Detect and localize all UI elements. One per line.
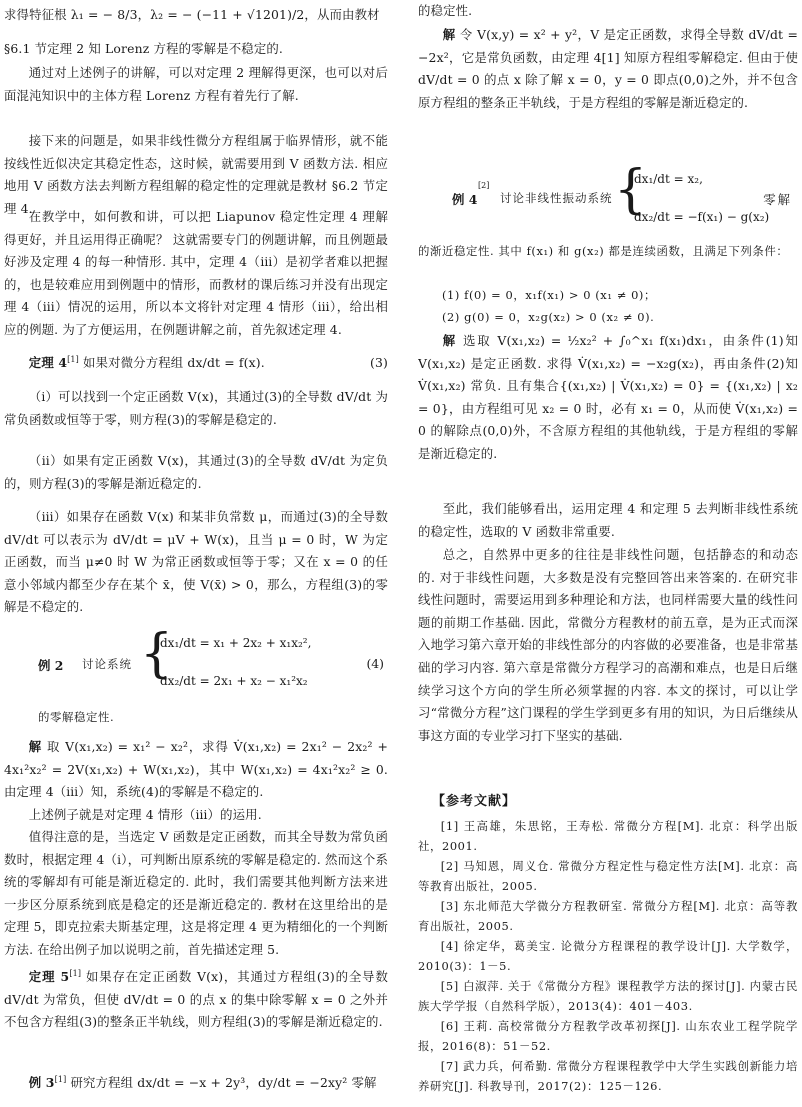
solution-text: 令 V(x,y) = x² + y²，V 是定正函数，求得全导数 dV/dt = −2x²，它是常负函数，由定理 4[1] 知原方程组零解稳定. 但由于使 dV/dt = 0 的点 x 除了解 x = 0，y = 0 即点(0,0)之外，并不包含原方程组的整条正半轨线，于是方程组的零解是渐近稳定的. <box>418 27 798 110</box>
equation-line: dx₂/dt = −f(x₁) − g(x₂) <box>634 210 770 224</box>
theorem-5 <box>4 966 388 1034</box>
brace-icon: { <box>140 624 174 684</box>
reference-item: [4] 徐定华，葛美宝. 论微分方程课程的教学设计[J]. 大学数学，2010(3)：1－5. <box>418 939 798 973</box>
example-4-system: 例 4 [2] 讨论非线性振动系统 { dx₁/dt = x₂, dx₂/dt = −f(x₁) − g(x₂) 零解 <box>452 160 792 224</box>
example-label: 例 3 <box>28 1075 55 1090</box>
condition-2: (2) g(0) = 0，x₂g(x₂) > 0 (x₂ ≠ 0). <box>442 310 655 324</box>
citation: [1] <box>54 1074 67 1084</box>
right-column <box>418 0 798 1107</box>
equation-line: dx₁/dt = x₂, <box>634 172 703 186</box>
solution-label: 解 <box>28 739 43 754</box>
paragraph: 接下来的问题是，如果非线性微分方程组属于临界情形，就不能按线性近似决定其稳定性态，这时候，就需要用到 V 函数方法. 相应地用 V 函数方法去判断方程组解的稳定性的定理就是教材 §6.2 节定理 4. <box>4 133 388 216</box>
paragraph: 在教学中，如何教和讲，可以把 Liapunov 稳定性定理 4 理解得更好，并且运用得正确呢？ 这就需要专门的例题讲解，而且例题最好涉及定理 4 的每一种情形. 其中，定理 4（ⅲ）是初学者难以把握的，也是较难应用到例题中的情形，而教材的课后练习并没有出现定理 4（ⅲ）情况的运用，所以本文将针对定理 4 情形（ⅲ），给出相应的例题. 为了方便运用，在例题讲解之前，首先叙述定理 4. <box>4 209 388 337</box>
theorem-4 <box>4 352 388 375</box>
references-heading: 【参考文献】 <box>432 794 517 809</box>
paragraph: 的零解稳定性. <box>38 710 115 724</box>
solution-4 <box>418 330 798 466</box>
paragraph: 的渐近稳定性. 其中 f(x₁) 和 g(x₂) 都是连续函数，且满足下列条件： <box>418 244 789 258</box>
theorem-text: 如果存在定正函数 V(x)，其通过方程组(3)的全导数 dV/dt 为常负，但使 dV/dt = 0 的点 x 的集中除零解 x = 0 之外并不包含方程组(3)的整条正半轨线，则方程组(3)的零解是渐近稳定的. <box>4 969 388 1030</box>
paragraph: 总之，自然界中更多的往往是非线性问题，包括静态的和动态的. 对于非线性问题，大多数是没有完整回答出来答案的. 在研究非线性问题时，需要运用到多种理论和方法，也同样需要大量的线性问题的前期工作基础. 因此，常微分方程教材的前五章，是为正式而深入地学习第六章开始的非线性部分的内容做的必要准备，也是非常基础的学习内容. 第六章是常微分方程学习的高潮和难点，也是日后继续学习这个方向的学生所必须掌握的内容. 本文的探讨，可以让学习“常微分方程”这门课程的学生学到更多有用的知识，为日后继续从事这方面的专业学习打下坚实的基础. <box>418 547 798 743</box>
paragraph: 求得特征根 λ₁ = − 8/3，λ₂ = − (−11 + √1201)/2，从而由教材 <box>4 7 380 22</box>
reference-item: [3] 东北师范大学微分方程教研室. 常微分方程[M]. 北京：高等教育出版社，2005. <box>418 899 798 933</box>
paragraph: 的稳定性. <box>418 3 473 18</box>
condition-ii: （ⅱ）如果有定正函数 V(x)，其通过(3)的全导数 dV/dt 为定负的，则方程(3)的零解是渐近稳定的. <box>4 453 388 491</box>
references-list <box>418 816 798 1096</box>
condition-1: (1) f(0) = 0，x₁f(x₁) > 0 (x₁ ≠ 0)； <box>442 288 656 302</box>
example-text: 零解 <box>763 192 792 207</box>
example-text: 研究方程组 dx/dt = −x + 2y³，dy/dt = −2xy² 零解 <box>70 1075 377 1090</box>
reference-item: [5] 白淑萍. 关于《常微分方程》课程教学方法的探讨[J]. 内蒙古民族大学学报（自然科学版），2013(4)：401－403. <box>418 979 798 1013</box>
example-label: 例 4 <box>452 192 478 207</box>
paragraph: 值得注意的是，当选定 V 函数是定正函数，而其全导数为常负函数时，根据定理 4（ⅰ），可判断出原系统的零解是稳定的. 然而这个系统的零解却有可能是渐近稳定的. 此时，我们需要其他判断方法来进一步区分原系统到底是稳定的还是渐近稳定的. 教材在这里给出的是定理 5，即克拉索夫斯基定理，这是将定理 4 更为精细化的一个判断方法. 在给出例子加以说明之前，首先描述定理 5. <box>4 829 388 957</box>
equation-number: (4) <box>366 656 384 671</box>
solution-label: 解 <box>442 333 458 348</box>
example-3 <box>4 1072 388 1095</box>
solution-label: 解 <box>442 27 456 42</box>
solution-3 <box>418 24 798 114</box>
brace-icon: { <box>614 160 648 220</box>
reference-item: [7] 武力兵，何希勤. 常微分方程课程教学中大学生实践创新能力培养研究[J]. 科教导刊，2017(2)：125－126. <box>418 1059 798 1093</box>
condition-iii: （ⅲ）如果存在函数 V(x) 和某非负常数 μ，而通过(3)的全导数 dV/dt 可以表示为 dV/dt = μV + W(x)，且当 μ = 0 时，W 为定正函数，而当 μ≠0 时 W 为常正函数或恒等于零；又在 x = 0 的任意小邻域内都至少存在某个 x̄，使 V(x̄) > 0，那么，方程组(3)的零解是不稳定的. <box>4 509 388 615</box>
references-title <box>432 790 798 814</box>
example-label: 例 2 <box>38 658 64 673</box>
paragraph: 通过对上述例子的讲解，可以对定理 2 理解得更深，也可以对后面混沌知识中的主体方程 Lorenz 方程有着先行了解. <box>4 65 388 103</box>
reference-item: [1] 王高雄，朱思铭，王寿松. 常微分方程[M]. 北京：科学出版社，2001. <box>418 819 798 853</box>
paragraph: 至此，我们能够看出，运用定理 4 和定理 5 去判断非线性系统的稳定性，选取的 V 函数非常重要. <box>418 501 798 539</box>
solution-2 <box>4 736 388 804</box>
solution-text: 选取 V(x₁,x₂) = ½x₂² + ∫₀^x₁ f(x₁)dx₁，由条件(1)知 V(x₁,x₂) 是定正函数. 求得 V̇(x₁,x₂) = −x₂g(x₂)，再由条件(2)知 V̇(x₁,x₂) 常负. 且有集合{(x₁,x₂) | V̇(x₁,x₂) = 0} = {(x₁,x₂) | x₂ = 0}，由方程组可见 x₂ = 0 时，必有 x₁ = 0，从而使 V̇(x₁,x₂) = 0 的解除点(0,0)外，不含原方程组的其他轨线，于是方程组的零解是渐近稳定的. <box>418 333 798 461</box>
equation-line: dx₂/dt = 2x₁ + x₂ − x₁²x₂ <box>160 674 308 688</box>
equation-number: (3) <box>369 355 388 370</box>
example-text: 讨论非线性振动系统 <box>500 191 613 205</box>
theorem-text: 如果对微分方程组 dx/dt = f(x). <box>83 355 265 370</box>
paragraph: §6.1 节定理 2 知 Lorenz 方程的零解是不稳定的. <box>4 41 283 56</box>
theorem-label: 定理 4 <box>28 355 68 370</box>
example-text: 讨论系统 <box>82 657 132 671</box>
theorem-label: 定理 5 <box>28 969 70 984</box>
equation-line: dx₁/dt = x₁ + 2x₂ + x₁x₂², <box>160 636 312 650</box>
citation: [1] <box>69 968 82 978</box>
reference-item: [2] 马知恩，周义仓. 常微分方程定性与稳定性方法[M]. 北京：高等教育出版社，2005. <box>418 859 798 893</box>
reference-item: [6] 王莉. 高校常微分方程教学改革初探[J]. 山东农业工程学院学报，2016(8)：51－52. <box>418 1019 798 1053</box>
example-2-system <box>4 626 388 706</box>
left-column <box>4 0 388 1107</box>
solution-text: 取 V(x₁,x₂) = x₁² − x₂²，求得 V̇(x₁,x₂) = 2x₁² − 2x₂² + 4x₁²x₂² = 2V(x₁,x₂) + W(x₁,x₂)，其中 W(x₁,x₂) = 4x₁²x₂² ≥ 0. 由定理 4（ⅲ）知，系统(4)的零解是不稳定的. <box>4 739 388 800</box>
paragraph: 上述例子就是对定理 4 情形（ⅲ）的运用. <box>28 807 262 822</box>
citation: [1] <box>67 354 79 364</box>
condition-i: （ⅰ）可以找到一个定正函数 V(x)，其通过(3)的全导数 dV/dt 为常负函数或恒等于零，则方程(3)的零解是稳定的. <box>4 389 388 427</box>
